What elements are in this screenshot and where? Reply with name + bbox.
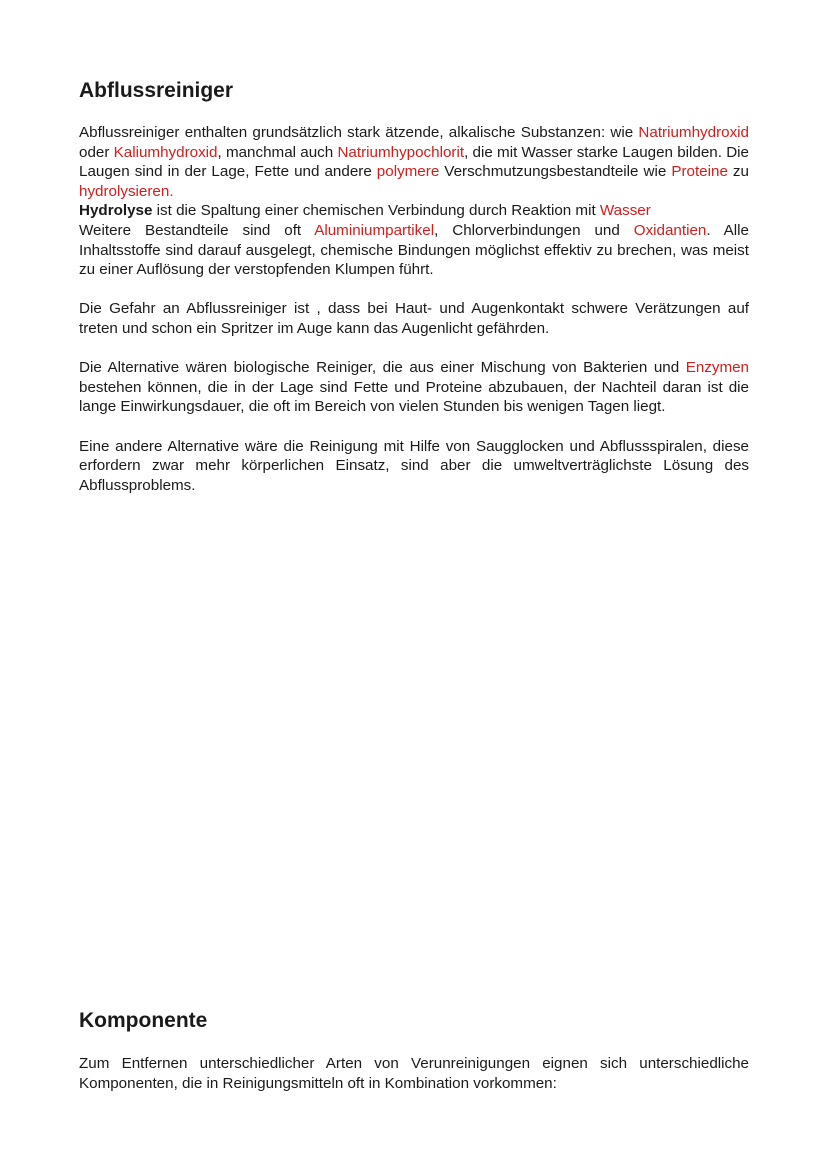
paragraph-intro: Abflussreiniger enthalten grundsätzlich stark ätzende, alkalische Substanzen: wie Natriumhydroxid oder Kaliumhydroxid, manchmal auch Natriumhypochlorit, die mit Wasser starke Laugen bilden. Die Laugen sind in der Lage, Fette und andere polymere Verschmutzungsbestandteile wie Proteine zu hydrolysieren. xyxy=(79,124,750,200)
bold-term: Hydrolyse xyxy=(79,202,153,220)
paragraph-alternative-mechanisch: Eine andere Alternative wäre die Reinigung mit Hilfe von Saugglocken und Abflussspiralen, diese erfordern zwar mehr körperlichen Einsatz, sind aber die umweltverträglichste Lösung des Abflussproblems. xyxy=(79,437,749,494)
highlight-term: Natriumhydroxid xyxy=(638,124,749,141)
highlight-term: Kaliumhydroxid xyxy=(113,143,218,161)
paragraph-hydrolyse: Hydrolyse ist die Spaltung einer chemischen Verbindung durch Reaktion mit Wasser xyxy=(79,202,651,220)
section-abflussreiniger xyxy=(79,78,749,495)
paragraph-bestandteile: Weitere Bestandteile sind oft Aluminiumpartikel, Chlorverbindungen und Oxidantien. Alle Inhaltsstoffe sind darauf ausgelegt, chemische Bindungen möglichst effektiv zu brechen, was meist zu einer Auflösung der verstopfenden Klumpen führt. xyxy=(79,221,749,279)
highlight-term: Aluminiumpartikel xyxy=(314,221,435,239)
highlight-term: Natriumhypochlorit xyxy=(337,143,465,161)
highlight-term: polymere xyxy=(376,163,440,181)
highlight-term: Wasser xyxy=(599,202,651,220)
highlight-term: Oxidantien xyxy=(633,221,707,239)
highlight-term: Proteine xyxy=(671,163,728,181)
section-title: Komponente xyxy=(79,1009,208,1032)
paragraph-gefahr: Die Gefahr an Abflussreiniger ist , dass bei Haut- und Augenkontakt schwere Verätzungen auf treten und schon ein Spritzer im Auge kann das Augenlicht gefährden. xyxy=(79,300,749,337)
highlight-term: Enzymen xyxy=(685,359,749,377)
highlight-term: hydrolysieren. xyxy=(79,182,174,200)
section-title: Abflussreiniger xyxy=(79,79,234,102)
paragraph-komponente-intro: Zum Entfernen unterschiedlicher Arten von Verunreinigungen eignen sich unterschiedliche Komponenten, die in Reinigungsmitteln oft in Kombination vorkommen: xyxy=(79,1055,749,1092)
paragraph-alternative-biologisch: Die Alternative wären biologische Reiniger, die aus einer Mischung von Bakterien und Enzymen bestehen können, die in der Lage sind Fette und Proteine abzubauen, der Nachteil daran ist die lange Einwirkungsdauer, die oft im Bereich von vielen Stunden bis wenigen Tagen liegt. xyxy=(79,359,749,416)
section-komponente xyxy=(79,1008,749,1093)
